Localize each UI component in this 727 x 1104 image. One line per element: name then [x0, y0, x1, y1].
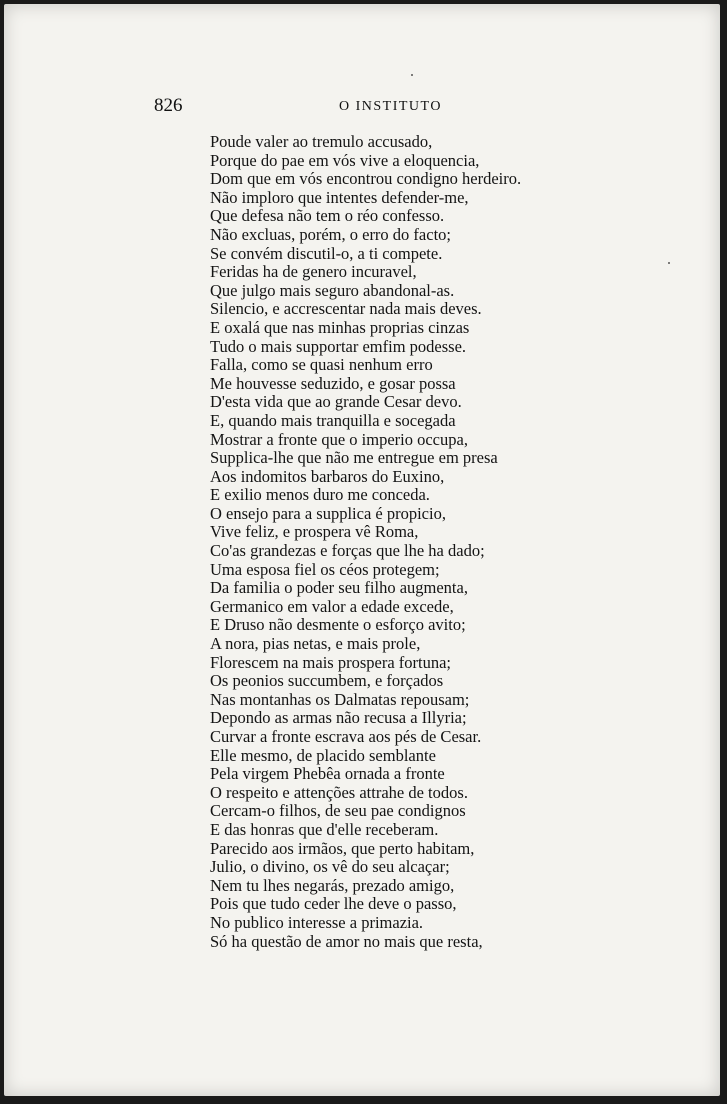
- verse-line: Falla, como se quasi nenhum erro: [210, 355, 433, 375]
- verse-line: Cercam-o filhos, de seu pae condignos: [210, 801, 466, 821]
- verse-line: Feridas ha de genero incuravel,: [210, 262, 417, 282]
- book-page: [4, 4, 720, 1096]
- verse-line: E oxalá que nas minhas proprias cinzas: [210, 317, 470, 337]
- page-number: 826: [154, 95, 183, 116]
- verse-line: Curvar a fronte escrava aos pés de Cesar.: [210, 727, 482, 746]
- ink-speck: [668, 262, 670, 264]
- verse-line: Que defesa não tem o réo confesso.: [210, 206, 445, 226]
- verse-line: Uma esposa fiel os céos protegem;: [210, 559, 440, 579]
- verse-line: Julio, o divino, os vê do seu alcaçar;: [210, 857, 450, 877]
- running-title: O INSTITUTO: [339, 99, 442, 114]
- verse-line: Pela virgem Phebêa ornada a fronte: [210, 764, 445, 784]
- verse-line: Não imploro que intentes defender-me,: [210, 187, 469, 207]
- verse-line: Elle mesmo, de placido semblante: [210, 745, 436, 765]
- verse-line: Silencio, e accrescentar nada mais deves.: [210, 299, 482, 319]
- verse-line: Florescem na mais prospera fortuna;: [210, 652, 452, 672]
- verse-line: Os peonios succumbem, e forçados: [210, 671, 444, 691]
- verse-line: E Druso não desmente o esforço avito;: [210, 615, 466, 635]
- verse-line: Dom que em vós encontrou condigno herdeiro.: [210, 169, 522, 189]
- verse-line: O ensejo para a supplica é propicio,: [210, 503, 446, 523]
- verse-line: Se convém discutil-o, a ti compete.: [210, 243, 443, 263]
- verse-line: Parecido aos irmãos, que perto habitam,: [210, 838, 475, 858]
- verse-line: Co'as grandezas e forças que lhe ha dado;: [210, 541, 485, 561]
- verse-line: O respeito e attenções attrahe de todos.: [210, 782, 468, 802]
- verse-line: E, quando mais tranquilla e socegada: [210, 410, 456, 430]
- verse-line: D'esta vida que ao grande Cesar devo.: [210, 392, 462, 412]
- verse-line: E exilio menos duro me conceda.: [210, 485, 430, 505]
- verse-line: Que julgo mais seguro abandonal-as.: [210, 280, 455, 300]
- verse-line: E das honras que d'elle receberam.: [210, 819, 439, 839]
- ink-speck: [411, 74, 413, 76]
- poem-verse: [210, 133, 521, 951]
- verse-line: Porque do pae em vós vive a eloquencia,: [210, 150, 480, 170]
- verse-line: Aos indomitos barbaros do Euxino,: [210, 466, 445, 486]
- verse-line: Não excluas, porém, o erro do facto;: [210, 224, 451, 244]
- verse-line: Germanico em valor a edade excede,: [210, 596, 454, 616]
- verse-line: Mostrar a fronte que o imperio occupa,: [210, 429, 468, 449]
- verse-line: Tudo o mais supportar emfim podesse.: [210, 336, 467, 356]
- verse-line: Depondo as armas não recusa a Illyria;: [210, 708, 467, 728]
- verse-line: Da familia o poder seu filho augmenta,: [210, 578, 468, 598]
- verse-line: No publico interesse a primazia.: [210, 912, 424, 932]
- verse-line: Só ha questão de amor no mais que resta,: [210, 931, 483, 951]
- verse-line: Vive feliz, e prospera vê Roma,: [210, 522, 419, 542]
- verse-line: Pois que tudo ceder lhe deve o passo,: [210, 894, 457, 914]
- verse-line: A nora, pias netas, e mais prole,: [210, 634, 421, 654]
- verse-line: Supplica-lhe que não me entregue em presa: [210, 448, 498, 468]
- verse-line: Poude valer ao tremulo accusado,: [210, 132, 433, 151]
- verse-line: Nem tu lhes negarás, prezado amigo,: [210, 875, 455, 895]
- verse-line: Nas montanhas os Dalmatas repousam;: [210, 689, 470, 709]
- verse-line: Me houvesse seduzido, e gosar possa: [210, 373, 456, 393]
